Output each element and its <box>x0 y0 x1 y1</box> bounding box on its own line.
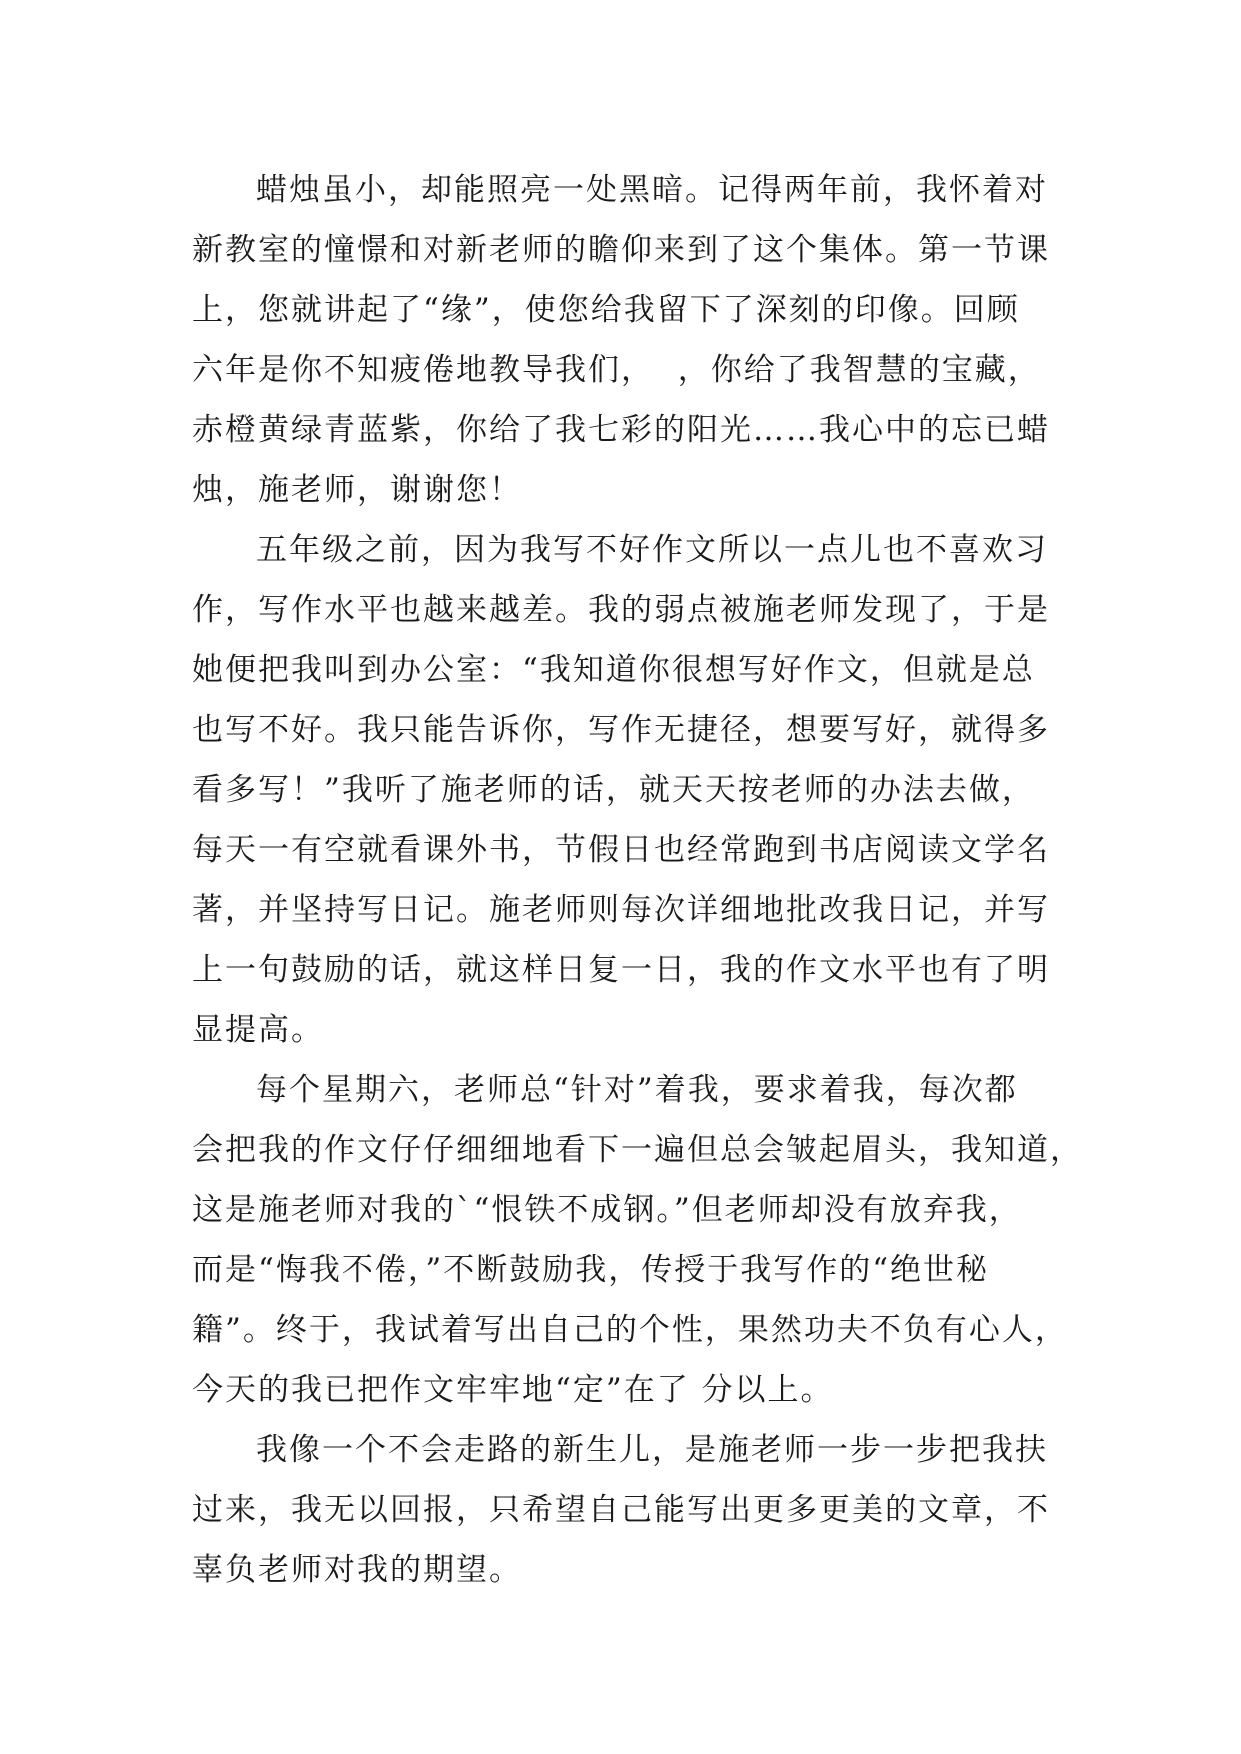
text-line: 六年是你不知疲倦地教导我们， ，你给了我智慧的宝藏， <box>192 352 1041 388</box>
text-line: 赤橙黄绿青蓝紫，你给了我七彩的阳光……我心中的忘已蜡 <box>192 412 1050 448</box>
text-line: 烛，施老师，谢谢您！ <box>192 472 522 508</box>
text-line: 看多写！”我听了施老师的话，就天天按老师的办法去做， <box>192 772 1035 808</box>
paragraph-2 <box>192 520 1052 1060</box>
text-line: 也写不好。我只能告诉你，写作无捷径，想要写好，就得多 <box>192 712 1050 748</box>
text-line: 今天的我已把作文牢牢地“定”在了 分以上。 <box>192 1372 834 1408</box>
text-line: 辜负老师对我的期望。 <box>192 1552 522 1588</box>
text-line: 每个星期六，老师总“针对”着我，要求着我，每次都 <box>256 1072 1018 1108</box>
paragraph-3 <box>192 1060 1083 1420</box>
text-line: 作，写作水平也越来越差。我的弱点被施老师发现了，于是 <box>192 592 1050 628</box>
paragraph-4 <box>192 1420 1052 1600</box>
text-line: 五年级之前，因为我写不好作文所以一点儿也不喜欢习 <box>256 532 1048 568</box>
paragraph-1 <box>192 160 1052 520</box>
text-line: 过来，我无以回报，只希望自己能写出更多更美的文章，不 <box>192 1492 1050 1528</box>
text-line: 她便把我叫到办公室：“我知道你很想写好作文，但就是总 <box>192 652 1035 688</box>
document-body <box>192 160 1083 1600</box>
text-line: 上一句鼓励的话，就这样日复一日，我的作文水平也有了明 <box>192 952 1050 988</box>
text-line: 每天一有空就看课外书，节假日也经常跑到书店阅读文学名 <box>192 832 1050 868</box>
text-line: 会把我的作文仔仔细细地看下一遍但总会皱起眉头，我知道， <box>192 1132 1083 1168</box>
text-line: 著，并坚持写日记。施老师则每次详细地批改我日记，并写 <box>192 892 1050 928</box>
text-line: 新教室的憧憬和对新老师的瞻仰来到了这个集体。第一节课 <box>192 232 1050 268</box>
text-line: 显提高。 <box>192 1012 324 1048</box>
text-line: 我像一个不会走路的新生儿，是施老师一步一步把我扶 <box>256 1432 1048 1468</box>
text-line: 而是“悔我不倦，”不断鼓励我，传授于我写作的“绝世秘 <box>192 1252 990 1288</box>
text-line: 上，您就讲起了“缘”，使您给我留下了深刻的印像。回顾 <box>192 292 1020 328</box>
text-line: 蜡烛虽小，却能照亮一处黑暗。记得两年前，我怀着对 <box>256 172 1048 208</box>
text-line: 籍”。终于，我试着写出自己的个性，果然功夫不负有心人， <box>192 1312 1068 1348</box>
text-line: 这是施老师对我的`“恨铁不成钢。”但老师却没有放弃我， <box>192 1192 1022 1228</box>
